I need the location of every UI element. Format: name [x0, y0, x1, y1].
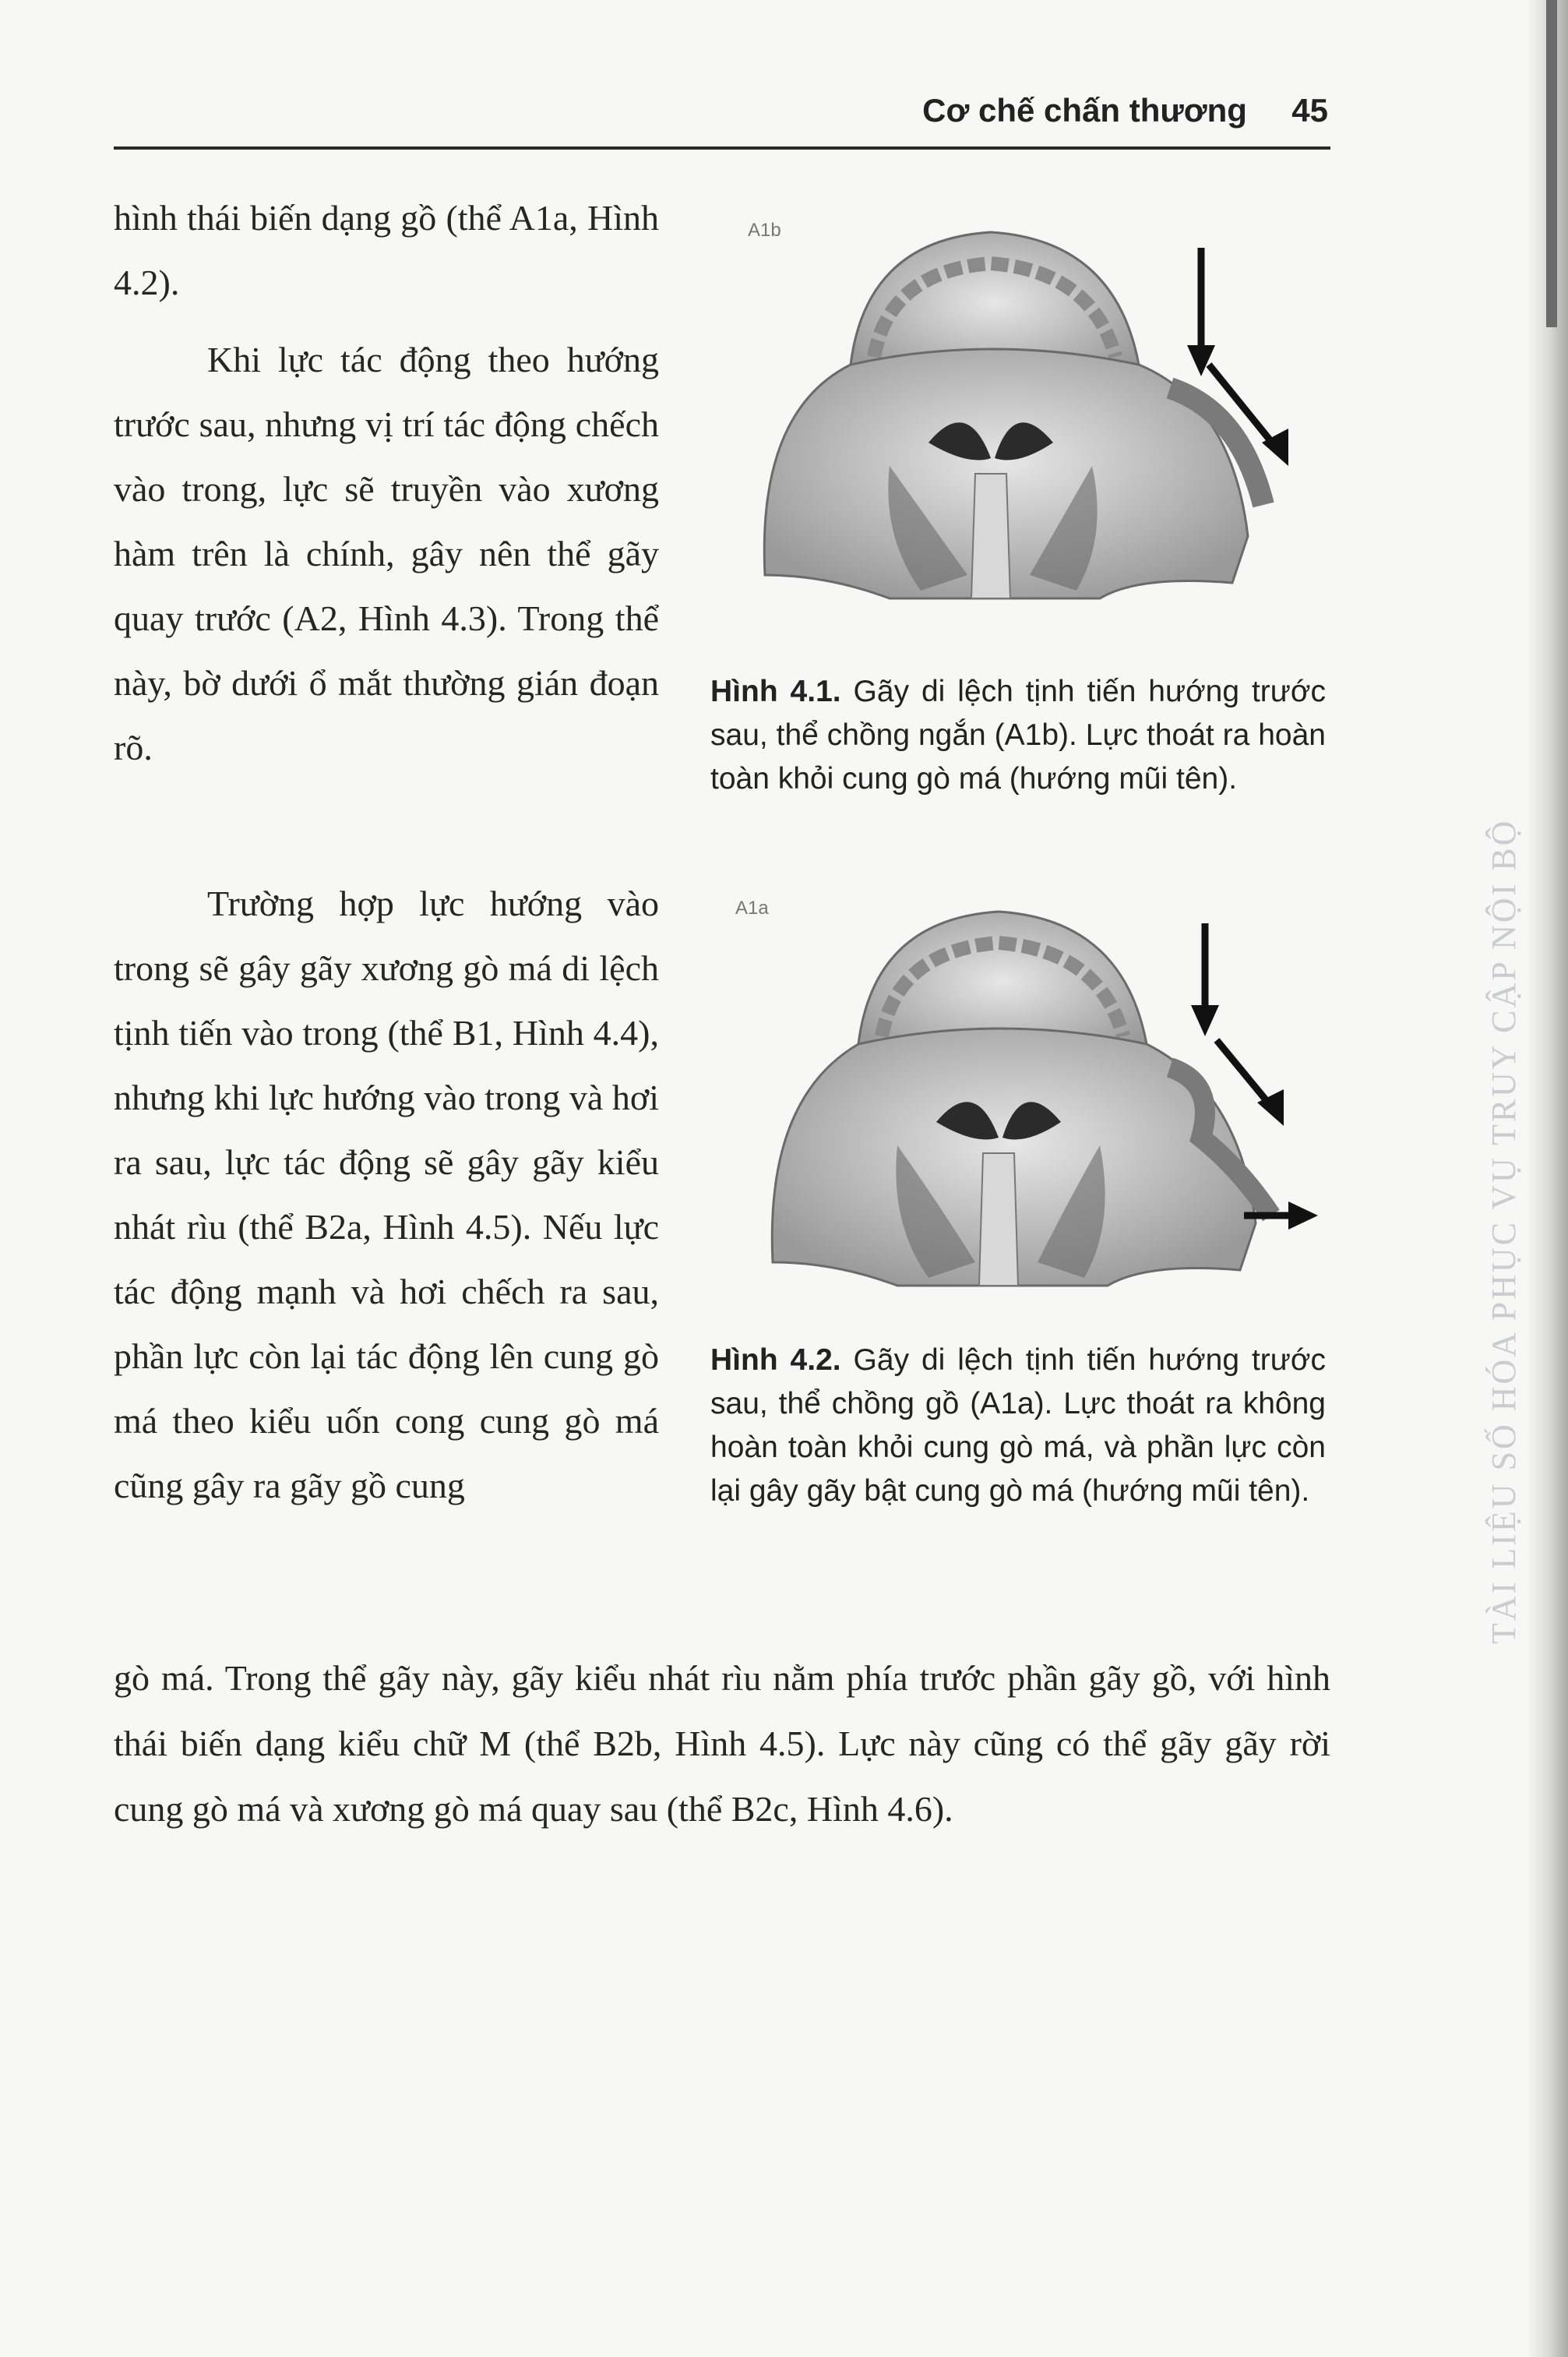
paragraph-1 — [114, 185, 659, 315]
paragraph-1-text: hình thái biến dạng gồ (thể A1a, Hình 4.2). — [114, 198, 659, 302]
skull-illustration-a1a — [734, 888, 1326, 1309]
paragraph-4-text: gò má. Trong thể gãy này, gãy kiểu nhát rìu nằm phía trước phần gãy gồ, với hình thái biến dạng kiểu chữ M (thể B2b, Hình 4.5). Lực này cũng có thể gãy gãy rời cung gò má và xương gò má quay sau (thể B2c, Hình 4.6). — [114, 1658, 1330, 1829]
figure-4-1-image — [734, 209, 1326, 622]
paragraph-4 — [114, 1646, 1330, 1842]
vertical-watermark: TÀI LIỆU SỐ HÓA PHỤC VỤ TRUY CẬP NỘI BỘ — [1485, 818, 1523, 1644]
paragraph-3-text: Trường hợp lực hướng vào trong sẽ gây gãy xương gò má di lệch tịnh tiến vào trong (thể B1, Hình 4.4), nhưng khi lực hướng vào trong và hơi ra sau, lực tác động sẽ gây gãy kiểu nhát rìu (thể B2a, Hình 4.5). Nếu lực tác động mạnh và hơi chếch ra sau, phần lực còn lại tác động lên cung gò má theo kiểu uốn cong cung gò má cũng gây ra gãy gồ cung — [114, 884, 659, 1505]
skull-illustration-a1b — [734, 209, 1326, 622]
paragraph-2-text: Khi lực tác động theo hướng trước sau, nhưng vị trí tác động chếch vào trong, lực sẽ truyền vào xương hàm trên là chính, gây nên thể gãy quay trước (A2, Hình 4.3). Trong thể này, bờ dưới ổ mắt thường gián đoạn rõ. — [114, 340, 659, 767]
header-title: Cơ chế chấn thương — [922, 92, 1247, 129]
scan-edge-mark — [1546, 0, 1557, 327]
paragraph-3 — [114, 871, 659, 1518]
figure-4-1-caption — [710, 670, 1326, 801]
figure-4-1-label: Hình 4.1. — [710, 675, 841, 708]
figure-4-2-tag: A1a — [735, 898, 769, 919]
header-rule — [114, 146, 1330, 150]
page-number: 45 — [1291, 92, 1328, 129]
figure-4-1-caption-text: Gãy di lệch tịnh tiến hướng trước sau, thể chồng ngắn (A1b). Lực thoát ra hoàn toàn khỏi cung gò má (hướng mũi tên). — [710, 675, 1326, 796]
paragraph-2 — [114, 327, 659, 780]
scan-edge-shadow — [1527, 0, 1568, 2357]
figure-4-2-caption-text: Gãy di lệch tịnh tiến hướng trước sau, thể chồng gồ (A1a). Lực thoát ra không hoàn toàn khỏi cung gò má, và phần lực còn lại gây gãy bật cung gò má (hướng mũi tên). — [710, 1343, 1326, 1508]
figure-4-2-image — [734, 888, 1326, 1309]
figure-4-1-tag: A1b — [748, 220, 781, 241]
figure-4-2-label: Hình 4.2. — [710, 1343, 841, 1377]
running-header — [896, 92, 1328, 129]
figure-4-2-caption — [710, 1339, 1326, 1513]
